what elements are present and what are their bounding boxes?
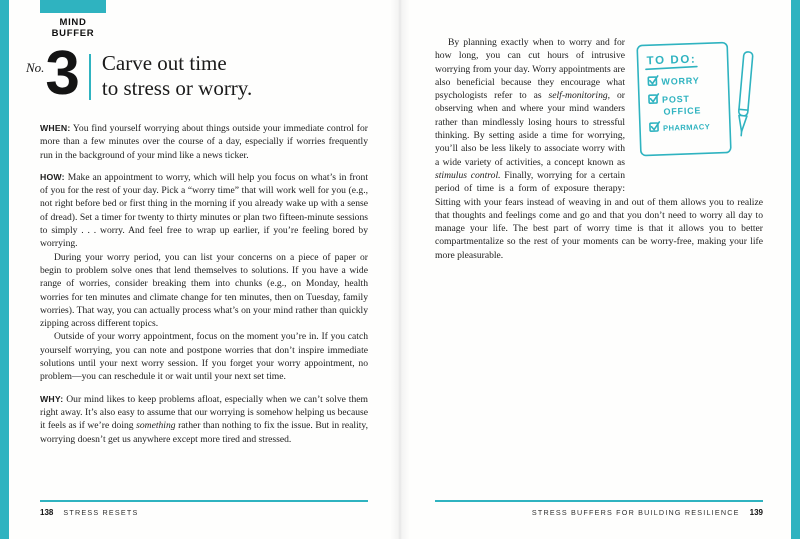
book-cover-edge-right [791, 0, 800, 539]
why-label: WHY: [40, 393, 64, 404]
chapter-title [102, 51, 252, 101]
when-text: You find yourself worrying about things outside your immediate control for more than a few minutes over the course of a day, especially if worries frequently run in the background of your mind like a news ticker. [40, 123, 368, 161]
how-paragraph [40, 171, 368, 251]
how-paragraph-3: Outside of your worry appointment, focus on the moment you’re in. If you catch yourself worrying, you can note and postpone worries that don’t inspire immediate solutions until your next worry session. If you forget your worry appointment, no problem—you can reschedule it or wait until your next set time. [40, 331, 368, 383]
page-gutter [390, 0, 410, 539]
left-page-body [40, 122, 368, 446]
left-page [26, 0, 368, 539]
why-paragraph [40, 393, 368, 446]
rp-text-3: Finally, worrying for a certain period of time is a form of exposure therapy: Sitting with your fears instead of weaving in and out of them allows you to realize that thoughts and feelings come and go and that you don’t need to worry all day to manage your life. The best part of worry time is that it allows you to better compartmentalize so the rest of your moments can be worry-free, making your life more pleasurable. [435, 169, 763, 261]
chapter-title-line2: to stress or worry. [101, 76, 253, 100]
how-text: Make an appointment to worry, which will help you focus on what’s in front of you for the rest of your day. Pick a “worry time” that will work well for you (e.g., not right before bed or first thing in the morning if you already wake up with a sense of dread). Set a timer for twenty to thirty minutes or plan two fifteen-minute sessions to simply . . . worry. And feel free to wrap up earlier, if you’re feeling bored by worrying. [40, 171, 368, 250]
when-paragraph [40, 122, 368, 162]
left-page-footer [40, 500, 368, 517]
tab-label-line1: MIND [59, 17, 87, 28]
rp-text-2: or observing when and where your mind wanders rather than mindlessly losing hours to stressful thinking. By setting aside a time for worrying, you’ll also be less likely to associate worry with a wide variety of activities, a concept known as [435, 90, 625, 168]
footer-section-left: STRESS RESETS [63, 508, 139, 517]
right-page-footer [435, 500, 763, 517]
why-text-2: rather than nothing to fix the issue. But in reality, worrying doesn’t get us anywhere except more tired and stressed. [40, 420, 368, 445]
right-page [435, 0, 763, 539]
rp-text-1: By planning exactly when to worry and for how long, you can cut hours of intrusive worrying from your day. Worry appointments are also beneficial because they encourage what psychologists refer to as [435, 37, 625, 102]
mind-buffer-tab [40, 0, 106, 39]
why-text-1: Our mind likes to keep problems afloat, especially when we can’t solve them right away. It’s also easy to assume that our worrying is somehow helping us because it feels as if we’re doing [40, 393, 368, 432]
chapter-title-line1: Carve out time [101, 51, 227, 75]
todo-list-illustration [635, 38, 763, 170]
todo-item: PHARMACY [662, 122, 711, 133]
todo-item: WORRY [661, 75, 700, 87]
how-label: HOW: [40, 171, 65, 182]
how-paragraph-2: During your worry period, you can list your concerns on a piece of paper or begin to problem solve ones that lend themselves to solutions. If you have a wide range of worries, consider breaking them into chunks (e.g., on Monday, health worries for ten minutes and climate change for ten minutes, then on Tuesday, family worries). That way, you can actually process what’s on your mind rather than quickly zipping across different topics. [40, 251, 368, 330]
tab-accent-bar [40, 0, 106, 13]
chapter-heading [26, 39, 253, 108]
chapter-number-prefix: No. [26, 60, 45, 75]
page-number-left: 138 [40, 508, 54, 517]
todo-item: OFFICE [663, 105, 702, 117]
tab-label-line2: BUFFER [51, 27, 95, 39]
chapter-number: 3 [45, 39, 78, 108]
todo-title: TO DO: [646, 53, 697, 68]
title-divider [89, 54, 91, 100]
todo-note-graphic [635, 38, 763, 166]
pen-icon [737, 52, 753, 136]
book-cover-edge-left [0, 0, 9, 539]
todo-item: POST [661, 93, 690, 105]
when-label: WHEN: [40, 123, 71, 133]
footer-section-right: STRESS BUFFERS FOR BUILDING RESILIENCE [531, 508, 740, 517]
tab-label [40, 13, 106, 39]
why-italic-term: something [136, 420, 176, 432]
page-number-right: 139 [749, 508, 763, 517]
right-page-body [435, 36, 763, 262]
rp-italic-term-1: self-monitoring, [548, 90, 611, 102]
rp-italic-term-2: stimulus control. [435, 169, 501, 181]
